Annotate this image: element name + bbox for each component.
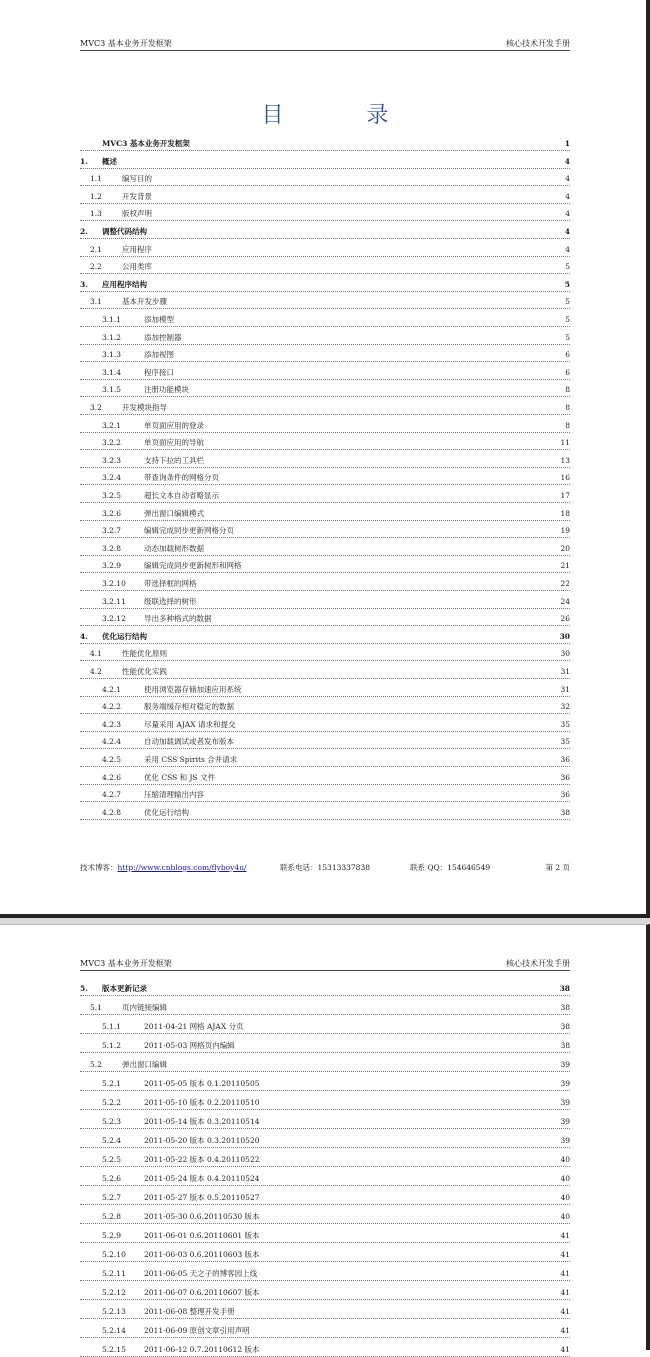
toc-entry-title: 采用 CSS Spirits 合并请求 [144, 755, 238, 764]
toc-entry-title: 2011-05-03 网格页内编辑 [144, 1041, 235, 1050]
toc-entry-title: 2011-04-21 网格 AJAX 分页 [144, 1022, 244, 1031]
toc-title: 目 录 [261, 103, 427, 128]
toc-entry[interactable] [80, 455, 570, 468]
toc-entry[interactable] [80, 701, 570, 714]
toc-entry-page: 6 [558, 367, 570, 379]
toc-entry-number: 5.2.5 [102, 1155, 122, 1164]
toc-entry-number: 3.1 [90, 297, 102, 307]
toc-entry[interactable] [80, 613, 570, 626]
toc-entry[interactable] [80, 138, 570, 151]
toc-entry[interactable] [80, 983, 570, 996]
toc-entry-number: 4.1 [90, 649, 102, 659]
toc-entry[interactable] [80, 1135, 570, 1148]
toc-entry[interactable] [80, 332, 570, 345]
toc-entry-title: MVC3 基本业务开发框架 [102, 139, 190, 148]
toc-entry-title: 2011-05-24 版本 0.4.20110524 [144, 1174, 260, 1183]
toc-entry[interactable] [80, 1040, 570, 1053]
toc-entry[interactable] [80, 1211, 570, 1224]
toc-entry-title: 开发背景 [122, 191, 152, 201]
toc-entry-title: 支持下拉的工具栏 [144, 455, 204, 465]
toc-entry-number: 5.1.1 [102, 1022, 122, 1031]
toc-entry-number: 5.2.10 [102, 1250, 126, 1259]
toc-entry-number: 4.2.5 [102, 755, 122, 764]
toc-entry-page: 11 [558, 437, 570, 449]
toc-entry-number: 5.2.14 [102, 1326, 126, 1335]
toc-entry-page: 41 [558, 1325, 570, 1337]
footer-page-number: 第 2 页 [545, 863, 570, 872]
toc-entry-page: 8 [558, 420, 570, 432]
toc-entry-page: 30 [559, 631, 570, 641]
toc-entry[interactable] [80, 1344, 570, 1357]
toc-entry[interactable] [80, 437, 570, 450]
toc-entry-page: 6 [558, 349, 570, 361]
toc-entry[interactable] [80, 1059, 570, 1072]
toc-entry-title: 注册功能模块 [144, 385, 189, 395]
toc-entry-title: 弹出窗口编辑模式 [144, 508, 204, 518]
toc-entry-page: 36 [558, 772, 570, 784]
toc-entry-number: 4. [80, 631, 88, 641]
toc-entry-page: 40 [558, 1173, 570, 1185]
footer-qq: 联系 QQ：154646549 [410, 863, 491, 872]
toc-entry-page: 36 [558, 789, 570, 801]
toc-entry[interactable] [80, 490, 570, 503]
toc-entry-title: 自动加载调试或者发布版本 [144, 737, 234, 747]
toc-entry-title: 页内链接编辑 [122, 1003, 167, 1012]
toc-entry[interactable] [80, 173, 570, 186]
toc-entry-title: 应用程序结构 [102, 279, 147, 289]
toc-entry-page: 31 [558, 684, 570, 696]
toc-entry-number: 5.2.9 [102, 1231, 122, 1240]
toc-entry-page: 41 [558, 1287, 570, 1299]
toc-entry-page: 40 [558, 1154, 570, 1166]
toc-entry[interactable] [80, 648, 570, 661]
page-footer [80, 862, 570, 874]
toc-entry-number: 2. [80, 227, 88, 236]
toc-entry-number: 5.2.8 [102, 1212, 122, 1221]
toc-entry-number: 5.2.2 [102, 1098, 122, 1107]
toc-entry-title: 应用程序 [122, 244, 152, 254]
toc-entry-title: 2011-05-10 版本 0.2.20110510 [144, 1098, 260, 1107]
toc-entry-number: 2.2 [90, 262, 102, 272]
toc-entry-page: 38 [558, 1040, 570, 1052]
toc-entry-title: 2011-06-03 0.6.20110603 版本 [144, 1250, 260, 1259]
toc-entry-page: 5 [558, 332, 570, 344]
toc-entry-title: 级联选择的树形 [144, 596, 197, 606]
footer-phone: 联系电话：15313337838 [280, 863, 370, 872]
toc-entry-page: 8 [558, 384, 570, 396]
toc-entry[interactable] [80, 1230, 570, 1243]
toc-entry-number: 3.2.5 [102, 491, 122, 500]
toc-entry-page: 38 [558, 1021, 570, 1033]
toc-entry-title: 单页面应用的登录 [144, 420, 204, 430]
toc-entry-page: 39 [558, 1135, 570, 1147]
toc-entry-number: 3.2.9 [102, 561, 122, 571]
toc-entry-page: 35 [558, 719, 570, 731]
toc-entry[interactable] [80, 367, 570, 380]
toc-entry-number: 4.2.8 [102, 807, 122, 817]
toc-entry[interactable] [80, 789, 570, 802]
toc-entry[interactable] [80, 1287, 570, 1300]
toc-entry-title: 编写目的 [122, 174, 152, 184]
toc-entry-title: 2011-05-14 版本 0.3.20110514 [144, 1117, 260, 1126]
toc-entry-page: 8 [558, 402, 570, 414]
running-header [80, 38, 570, 51]
toc-entry-page: 5 [558, 261, 570, 273]
toc-entry-number: 3.2.3 [102, 455, 122, 465]
toc-entry[interactable] [80, 736, 570, 749]
toc-entry-title: 2011-05-27 版本 0.5.20110527 [144, 1193, 260, 1202]
toc-entry-title: 编辑完成同步更新树形和网格 [144, 561, 242, 571]
toc-entry-page: 35 [558, 736, 570, 748]
toc-entry-title: 版本更新记录 [102, 984, 147, 993]
toc-entry-title: 2011-06-08 整理开发手册 [144, 1307, 235, 1316]
toc-entry[interactable] [80, 208, 570, 221]
toc-entry-number: 3.2.8 [102, 543, 122, 553]
toc-entry-number: 3.1.1 [102, 315, 122, 324]
toc-entry-number: 5.2.12 [102, 1288, 126, 1297]
toc-entry-number: 3.2.1 [102, 420, 122, 430]
toc-entry-title: 2011-05-30 0.6.20110530 版本 [144, 1212, 260, 1221]
toc-entry-title: 带选择框的网格 [144, 579, 197, 588]
toc-entry-number: 3.2.4 [102, 473, 122, 483]
toc-entry-number: 3. [80, 279, 88, 289]
toc-entry[interactable] [80, 754, 570, 767]
toc-entry-number: 3.2.11 [102, 596, 126, 606]
footer-blog-label: 技术博客： [80, 863, 118, 872]
toc-entry-page: 4 [558, 226, 570, 238]
toc-entry-title: 2011-06-05 天之子的博客园上线 [144, 1269, 258, 1278]
toc-entry-page: 30 [558, 648, 570, 660]
toc-entry[interactable] [80, 279, 570, 292]
toc-entry-number: 5.2 [90, 1060, 102, 1069]
toc-entry[interactable] [80, 684, 570, 697]
toc-entry-number: 3.2.10 [102, 579, 126, 588]
toc-entry-title: 使用浏览器存储加速应用系统 [144, 684, 242, 694]
header-right-2: 核心技术开发手册 [506, 959, 570, 968]
toc-entry[interactable] [80, 1021, 570, 1034]
toc-entry[interactable] [80, 191, 570, 204]
toc-entry[interactable] [80, 1173, 570, 1186]
toc-entry[interactable] [80, 349, 570, 362]
toc-entry-number: 4.2.3 [102, 719, 122, 729]
toc-entry-title: 2011-06-09 原创文章引用声明 [144, 1326, 250, 1335]
toc-entry[interactable] [80, 666, 570, 679]
toc-entry-title: 添加控制器 [144, 332, 182, 342]
toc-entry[interactable] [80, 296, 570, 309]
toc-entry-number: 5.2.11 [102, 1269, 126, 1278]
toc-entry-title: 服务端缓存相对稳定的数据 [144, 702, 234, 712]
toc-entry-page: 38 [559, 984, 570, 993]
toc-entry[interactable] [80, 596, 570, 609]
toc-entry-title: 带查询条件的网格分页 [144, 473, 219, 483]
toc-entry[interactable] [80, 719, 570, 732]
toc-entry-title: 弹出窗口编辑 [122, 1060, 167, 1069]
toc-page-2 [0, 924, 650, 1354]
toc-entry-title: 程序接口 [144, 367, 174, 377]
toc-entry-page: 17 [558, 490, 570, 502]
toc-entry-page: 41 [558, 1230, 570, 1242]
toc-entry-number: 5.1.2 [102, 1041, 122, 1050]
toc-entry[interactable] [80, 402, 570, 415]
toc-entry-title: 添加视图 [144, 350, 174, 360]
toc-entry[interactable] [80, 1325, 570, 1338]
toc-entry-title: 性能优化原则 [122, 649, 167, 659]
toc-entry-title: 2011-05-22 版本 0.4.20110522 [144, 1155, 260, 1164]
toc-entry-page: 22 [558, 578, 570, 590]
toc-entry[interactable] [80, 1097, 570, 1110]
toc-entry-number: 1.3 [90, 209, 102, 219]
toc-entry-title: 2011-05-05 版本 0.1.20110505 [144, 1079, 260, 1088]
toc-entry-title: 动态加载树形数据 [144, 543, 204, 553]
toc-entry-page: 19 [558, 525, 570, 537]
toc-entry-page: 20 [558, 543, 570, 555]
toc-entry-page: 4 [558, 244, 570, 256]
toc-entry-number: 4.2.4 [102, 737, 122, 747]
toc-entry-number: 5.2.1 [102, 1079, 122, 1088]
toc-entry-title: 2011-06-07 0.6.20110607 版本 [144, 1288, 260, 1297]
toc-entry-number: 4.2.7 [102, 790, 122, 800]
footer-blog [80, 862, 247, 874]
toc-entry-page: 5 [558, 279, 570, 291]
toc-entry[interactable] [80, 244, 570, 257]
toc-entry[interactable] [80, 1116, 570, 1129]
toc-entry-number: 3.2.12 [102, 614, 126, 624]
toc-entry-title: 开发模块指导 [122, 403, 167, 412]
toc-entry-number: 5. [80, 984, 88, 993]
toc-entry-page: 39 [558, 1078, 570, 1090]
toc-entry-number: 5.2.3 [102, 1117, 122, 1126]
toc-entry-page: 38 [558, 1002, 570, 1014]
toc-entry[interactable] [80, 420, 570, 433]
toc-entry-title: 性能优化实践 [122, 667, 167, 676]
toc-entry-page: 39 [558, 1059, 570, 1071]
toc-entry[interactable] [80, 525, 570, 538]
toc-entry-number: 4.2.6 [102, 772, 122, 782]
toc-entry-page: 4 [558, 208, 570, 220]
toc-entry-number: 5.2.7 [102, 1193, 122, 1202]
toc-entry-number: 3.1.2 [102, 332, 122, 342]
toc-entry[interactable] [80, 543, 570, 556]
toc-entry-page: 41 [558, 1344, 570, 1356]
toc-entry-number: 5.1 [90, 1003, 102, 1012]
toc-entry-number: 5.2.6 [102, 1174, 122, 1183]
toc-entry-number: 4.2.2 [102, 702, 122, 712]
toc-entry-page: 41 [558, 1268, 570, 1280]
toc-entry-page: 40 [558, 1211, 570, 1223]
toc-entry-page: 40 [558, 1192, 570, 1204]
toc-entry-page: 18 [558, 508, 570, 520]
running-header-2 [80, 958, 570, 971]
toc-entry[interactable] [80, 631, 570, 644]
toc-entry-number: 1.2 [90, 191, 102, 201]
toc-entry[interactable] [80, 226, 570, 239]
header-right: 核心技术开发手册 [506, 39, 570, 48]
toc-entry-title: 尽量采用 AJAX 请求和提交 [144, 719, 236, 729]
toc-entry-title: 优化运行结构 [144, 807, 189, 817]
toc-entry[interactable] [80, 1268, 570, 1281]
toc-entry-title: 超长文本自动省略显示 [144, 491, 219, 500]
toc-entry[interactable] [80, 1078, 570, 1091]
toc-entry[interactable] [80, 807, 570, 820]
toc-entry-number: 4.2 [90, 667, 102, 676]
toc-entry-page: 38 [558, 807, 570, 819]
toc-entry-title: 版权声明 [122, 209, 152, 219]
toc-entry-number [80, 138, 102, 150]
toc-entry[interactable] [80, 261, 570, 274]
toc-entry-title: 优化运行结构 [102, 631, 147, 641]
toc-entry-page: 5 [558, 314, 570, 326]
toc-entry[interactable] [80, 1306, 570, 1319]
toc-entry-title: 2011-05-20 版本 0.3.20110520 [144, 1136, 260, 1145]
toc-entry-number: 3.1.4 [102, 367, 122, 377]
toc-entry-page: 39 [558, 1116, 570, 1128]
toc-entry-page: 41 [558, 1306, 570, 1318]
toc-entry[interactable] [80, 156, 570, 169]
toc-entry-title: 导出多种格式的数据 [144, 614, 212, 624]
toc-entry[interactable] [80, 472, 570, 485]
toc-entry-number: 5.2.15 [102, 1345, 126, 1354]
toc-entry-number: 2.1 [90, 244, 102, 254]
toc-entry-number: 1.1 [90, 174, 102, 184]
toc-entry-page: 5 [558, 296, 570, 308]
toc-entry[interactable] [80, 314, 570, 327]
toc-entry[interactable] [80, 384, 570, 397]
toc-entry-page: 13 [558, 455, 570, 467]
toc-entry-number: 5.2.13 [102, 1307, 126, 1316]
toc-entry[interactable] [80, 772, 570, 785]
toc-entry[interactable] [80, 1249, 570, 1262]
toc-entry-title: 单页面应用的导航 [144, 438, 204, 448]
toc-entry-title: 基本开发步骤 [122, 297, 167, 307]
toc-entry-page: 31 [558, 666, 570, 678]
toc-entry-number: 3.2.6 [102, 508, 122, 518]
header-left-2: MVC3 基本业务开发框架 [80, 959, 172, 968]
toc-entry-title: 编辑完成同步更新网格分页 [144, 526, 234, 536]
toc-entry-number: 4.2.1 [102, 684, 122, 694]
toc-entry-page: 36 [558, 754, 570, 766]
toc-entry-title: 压缩清理输出内容 [144, 790, 204, 800]
toc-entry-page: 4 [558, 156, 570, 168]
toc-entry-number: 3.2.2 [102, 438, 122, 448]
toc-entry-page: 41 [558, 1249, 570, 1261]
toc-entry-page: 16 [558, 472, 570, 484]
toc-entry-title: 添加模型 [144, 315, 174, 324]
toc-entry-page: 4 [558, 191, 570, 203]
toc-entry-number: 5.2.4 [102, 1136, 122, 1145]
toc-entry[interactable] [80, 560, 570, 573]
toc-entry[interactable] [80, 1154, 570, 1167]
toc-entry-number: 1. [80, 156, 88, 166]
toc-entry-page: 21 [558, 560, 570, 572]
header-left: MVC3 基本业务开发框架 [80, 39, 172, 48]
blog-link[interactable]: http://www.cnblogs.com/flyboy4u/ [117, 863, 247, 872]
toc-entry[interactable] [80, 1192, 570, 1205]
toc-entry-title: 公用类库 [122, 262, 152, 272]
toc-entry[interactable] [80, 508, 570, 521]
toc-entry[interactable] [80, 1002, 570, 1015]
toc-entry-title: 优化 CSS 和 JS 文件 [144, 772, 216, 782]
toc-entry-page: 1 [558, 138, 570, 150]
toc-entry-title: 2011-06-12 0.7.20110612 版本 [144, 1345, 260, 1354]
toc-entry-title: 2011-06-01 0.6.20110601 版本 [144, 1231, 260, 1240]
toc-entry-page: 32 [558, 701, 570, 713]
toc-entry-page: 24 [558, 596, 570, 608]
toc-entry[interactable] [80, 578, 570, 591]
toc-entry-title: 概述 [102, 156, 117, 166]
toc-entry-number: 3.2 [90, 403, 102, 412]
toc-entry-number: 3.1.5 [102, 385, 122, 395]
toc-entry-page: 39 [558, 1097, 570, 1109]
toc-entry-title: 调整代码结构 [102, 227, 147, 236]
toc-entry-page: 4 [558, 173, 570, 185]
toc-entry-page: 26 [558, 613, 570, 625]
toc-entry-number: 3.2.7 [102, 526, 122, 536]
toc-entry-number: 3.1.3 [102, 350, 122, 360]
